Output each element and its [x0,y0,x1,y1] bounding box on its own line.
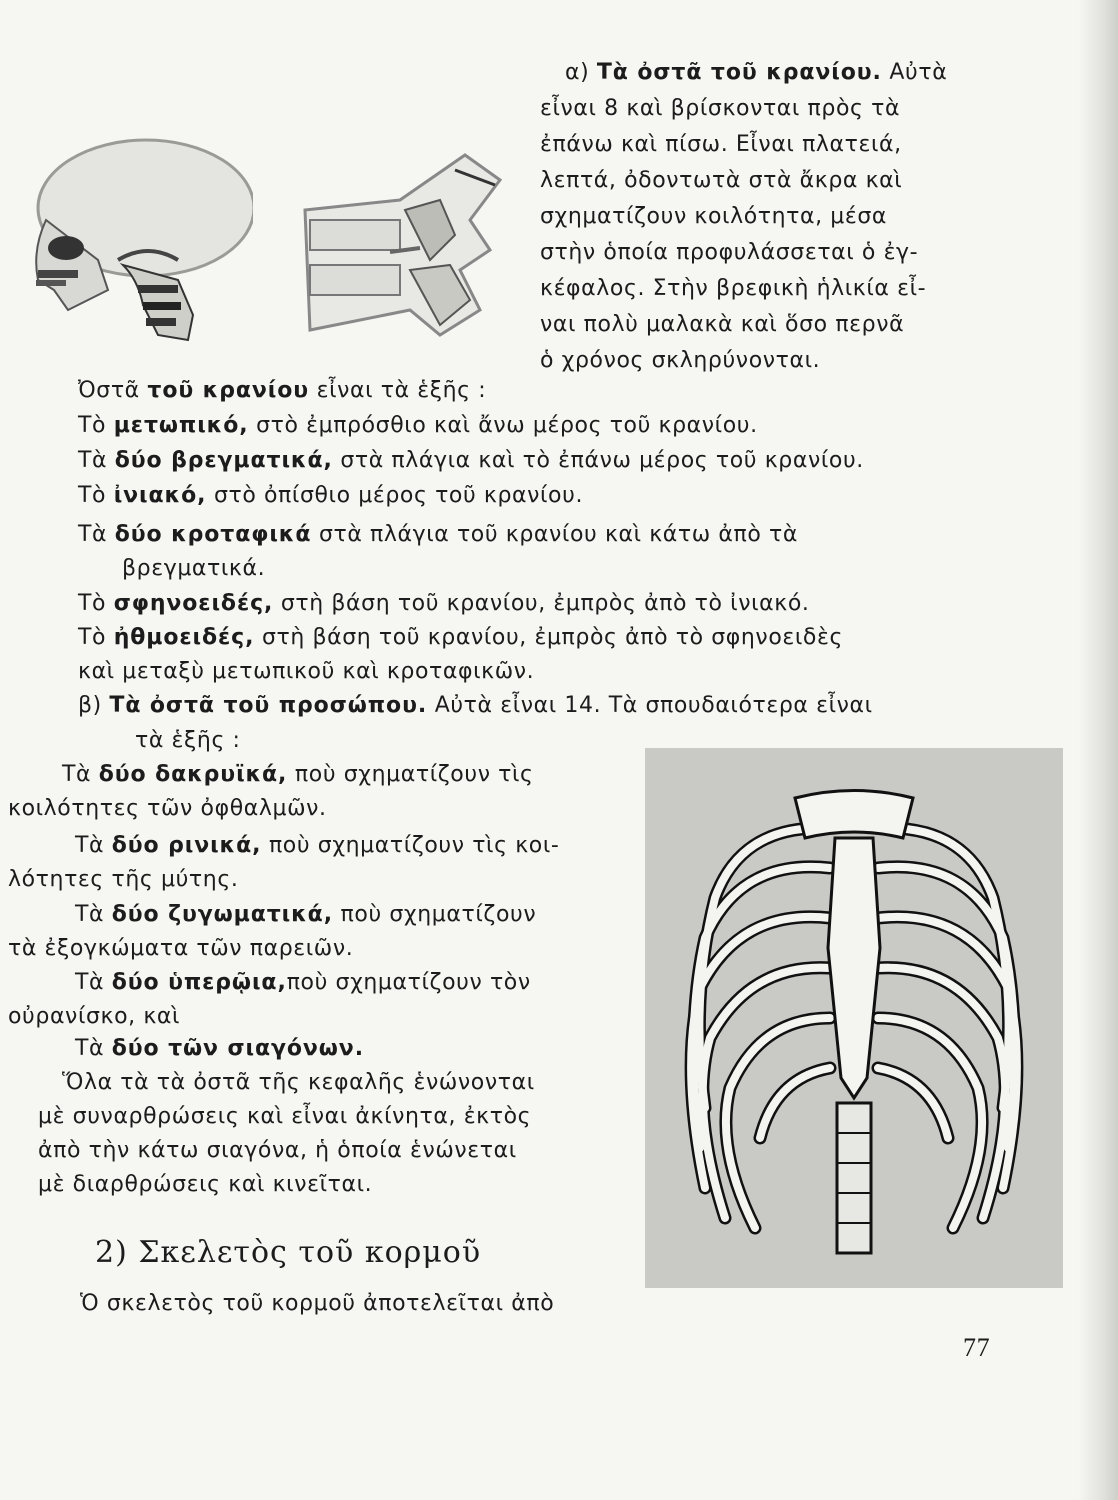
text: στὴ βάση τοῦ κρανίου, ἐμπρὸς ἀπὸ τὸ σφηνοειδὲς [254,625,843,650]
intro-line-5: στὴν ὁποία προφυλάσσεται ὁ ἐγ- [540,240,919,265]
intro-line-4: σχηματίζουν κοιλότητα, μέσα [540,204,888,229]
text: Τὸ [78,483,114,508]
text: Τὰ [75,1036,112,1061]
joints-line-1: μὲ συναρθρώσεις καὶ εἶναι ἀκίνητα, ἐκτὸς [38,1104,532,1129]
text: οὐρανίσκο, καὶ [8,1004,181,1029]
text: κοιλότητες τῶν ὀφθαλμῶν. [8,796,327,821]
joints-line-0: Ὅλα τὰ τὰ ὀστᾶ τῆς κεφαλῆς ἑνώνονται [62,1070,535,1095]
joints-line-2: ἀπὸ τὴν κάτω σιαγόνα, ἡ ὁποία ἑνώνεται [38,1138,517,1163]
rib-cage-illustration [645,748,1063,1288]
text: στὰ πλάγια τοῦ κρανίου καὶ κάτω ἀπὸ τὰ [311,522,798,547]
face-line [8,1006,180,1028]
section-a-label: α) [565,60,590,85]
text-bold: τοῦ κρανίου [147,378,309,403]
text: Τὸ [78,591,114,616]
text-bold: δύο βρεγματικά, [114,448,333,473]
skull-list-lead [78,380,486,402]
text-bold: δύο τῶν σιαγόνων. [111,1036,364,1061]
text-bold: σφηνοειδές, [113,591,274,616]
section-b-title: Τὰ ὀστᾶ τοῦ προσώπου. [109,693,428,718]
page-edge-shadow [1078,0,1118,1500]
face-line [75,904,536,926]
section-2-text: Ὁ σκελετὸς τοῦ κορμοῦ ἀποτελεῖται ἀπὸ [80,1291,555,1316]
text-bold: ἰνιακό, [113,483,207,508]
text-bold: δύο δακρυϊκά, [98,762,288,787]
section-2-heading: 2) Σκελετὸς τοῦ κορμοῦ [95,1235,482,1270]
skull-list-item [78,593,809,615]
text: ποὺ σχηματίζουν τὶς κοι- [261,833,560,858]
skull-illustration [18,130,253,360]
text-bold: δύο ὑπερῷια, [111,970,287,995]
text-bold: ἠθμοειδές, [113,625,255,650]
intro-line-1: εἶναι 8 καὶ βρίσκονται πρὸς τὰ [540,96,901,121]
face-line [62,764,534,786]
text: στὸ ἐμπρόσθιο καὶ ἄνω μέρος τοῦ κρανίου. [248,413,758,438]
intro-line-2: ἐπάνω καὶ πίσω. Εἶναι πλατειά, [540,132,902,157]
text: στὴ βάση τοῦ κρανίου, ἐμπρὸς ἀπὸ τὸ ἰνιακό. [273,591,810,616]
text: καὶ μεταξὺ μετωπικοῦ καὶ κροταφικῶν. [78,659,535,684]
text: στὸ ὀπίσθιο μέρος τοῦ κρανίου. [206,483,584,508]
text-bold: μετωπικό, [113,413,249,438]
section-b-line [78,695,873,717]
face-line [75,835,559,857]
text: στὰ πλάγια καὶ τὸ ἐπάνω μέρος τοῦ κρανίου. [332,448,864,473]
text-bold: δύο ζυγωματικά, [111,902,333,927]
skull-list-item [78,524,798,546]
skull-list-item [78,485,583,507]
vertebra-illustration [290,140,530,350]
skull-list-item [78,661,534,683]
text: εἶναι τὰ ἑξῆς : [308,378,487,403]
text: λότητες τῆς μύτης. [8,867,239,892]
text: Τὰ [78,448,115,473]
text: τὰ ἐξογκώματα τῶν παρειῶν. [8,936,354,961]
text: ποὺ σχηματίζουν τὸν [286,970,531,995]
section-b-label: β) [78,693,102,718]
text: Αὐτὰ εἶναι 14. Τὰ σπουδαιότερα εἶναι [434,693,873,718]
intro-line-3: λεπτά, ὀδοντωτὰ στὰ ἄκρα καὶ [540,168,903,193]
face-line [75,972,531,994]
text: Τὰ [75,902,112,927]
text-bold: δύο κροταφικά [114,522,312,547]
text: Τὰ [62,762,99,787]
text: Ὀστᾶ [78,378,148,403]
text: ποὺ σχηματίζουν τὶς [287,762,534,787]
intro-line-0 [565,62,947,84]
text: Τὸ [78,413,114,438]
intro-text: Αὐτὰ [889,60,948,85]
joints-line-3: μὲ διαρθρώσεις καὶ κινεῖται. [38,1172,373,1197]
text: Τὰ [78,522,115,547]
text: βρεγματικά. [122,556,266,581]
text: Τὰ [75,833,112,858]
skull-list-item [78,627,843,649]
intro-line-6: κέφαλος. Στὴν βρεφικὴ ἡλικία εἶ- [540,276,927,301]
section-a-title: Τὰ ὀστᾶ τοῦ κρανίου. [596,60,882,85]
text: Τὰ [75,970,112,995]
section-b-cont: τὰ ἑξῆς : [135,728,241,753]
intro-line-8: ὁ χρόνος σκληρύνονται. [540,348,821,373]
face-line [75,1038,364,1060]
face-line [8,798,327,820]
face-line [8,938,353,960]
skull-list-item [78,415,758,437]
skull-list-item [122,558,265,580]
face-line [8,869,238,891]
text-bold: δύο ρινικά, [111,833,262,858]
skull-list-item [78,450,864,472]
page-number: 77 [963,1333,991,1362]
text: ποὺ σχηματίζουν [332,902,537,927]
text: Τὸ [78,625,114,650]
intro-line-7: ναι πολὺ μαλακὰ καὶ ὅσο περνᾶ [540,312,905,337]
